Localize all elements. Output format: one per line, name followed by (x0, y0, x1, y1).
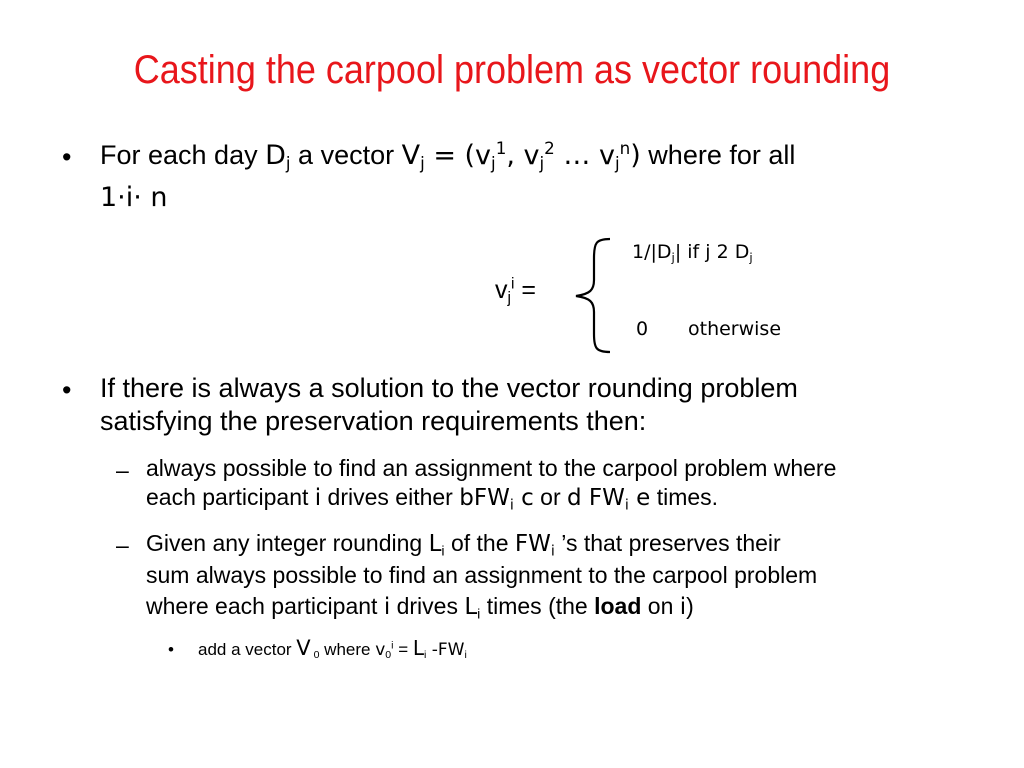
math-L: L (428, 531, 442, 557)
math-L: L (412, 636, 424, 660)
math-text: = (v (424, 140, 492, 171)
sub-sub-bullet-line (198, 636, 467, 660)
math-subscript-i: i (477, 606, 481, 623)
load-bold: load (594, 593, 642, 619)
math-FW: FW (514, 531, 551, 557)
text: drives (390, 593, 465, 619)
math-c: c (513, 485, 534, 511)
math-b: b (459, 485, 474, 511)
math-subscript-i: i (509, 497, 514, 514)
math-text: , v (506, 140, 540, 171)
math-FW: FW (581, 485, 625, 511)
case-2-value: 0 (636, 318, 649, 340)
sub-bullet-marker: – (116, 532, 129, 558)
sub-bullet-1-line-1: always possible to find an assignment to the carpool problem where (146, 455, 837, 481)
sub-sub-bullet-marker: • (168, 640, 174, 659)
text: = (393, 640, 413, 659)
math-subscript-j: j (285, 153, 291, 174)
case-1 (632, 241, 753, 263)
math-e: e (628, 485, 651, 511)
math-subscript-j: j (420, 153, 425, 174)
bullet-1-text: a vector (290, 140, 402, 170)
sub-bullet-2-line-2: sum always possible to find an assignment to the carpool problem (146, 562, 818, 588)
math-FW: FW (473, 485, 510, 511)
math-superscript-i: i (510, 275, 515, 293)
math-superscript-i: i (391, 639, 394, 652)
math-superscript-1: 1 (495, 137, 507, 158)
case-1-condition: | if j 2 D (674, 241, 750, 263)
equation-lhs (495, 276, 536, 305)
text: each participant (146, 484, 315, 510)
bullet-1-line-1 (100, 137, 796, 174)
math-subscript-i: i (441, 543, 445, 560)
text: times. (650, 484, 719, 510)
math-subscript-j: j (507, 289, 511, 307)
text: or (533, 484, 567, 510)
math-subscript-j: j (614, 153, 620, 174)
math-v: v (375, 640, 386, 660)
math-subscript-j: j (491, 153, 496, 174)
sub-bullet-marker: – (116, 457, 129, 483)
text: where each participant (146, 593, 384, 619)
bullet-1-text: For each day (100, 140, 266, 170)
sub-bullet-1-line-2 (146, 484, 719, 514)
math-L: L (464, 594, 478, 620)
math-subscript-i: i (464, 649, 467, 662)
math-floor-fw (459, 485, 534, 514)
math-superscript-2: 2 (544, 137, 555, 158)
math-text: … v (554, 140, 615, 171)
math-minus-FW: -FW (426, 640, 465, 660)
math-v: v (495, 276, 508, 304)
math-subscript-j: j (749, 250, 753, 265)
math-ceil-fw (567, 485, 651, 514)
sub-bullet-2-line-1 (146, 530, 781, 560)
bullet-1-text: where for all (640, 140, 796, 170)
math-D: D (265, 140, 286, 171)
math-subscript-i: i (624, 497, 629, 514)
math-subscript-j: j (539, 153, 545, 174)
math-V: V (296, 636, 311, 660)
math-subscript-j: j (671, 250, 675, 265)
math-vector-def (401, 137, 641, 174)
bullet-2-line-2: satisfying the preservation requirements then: (100, 406, 647, 436)
bullet-marker: • (62, 142, 72, 172)
bullet-2-line-1: If there is always a solution to the vector rounding problem (100, 373, 798, 403)
case-1-value: 1/|D (632, 241, 672, 263)
math-i: i (314, 485, 322, 511)
bullet-marker: • (62, 375, 72, 405)
text: times (the (480, 593, 595, 619)
math-i: i (679, 594, 687, 620)
slide-title: Casting the carpool problem as vector rounding (133, 48, 891, 92)
text: on (641, 593, 680, 619)
text: of the (444, 530, 515, 556)
math-d: d (567, 485, 582, 511)
sub-bullet-2-line-3 (146, 593, 694, 623)
math-superscript-n: n (619, 137, 631, 158)
bullet-1-line-2: 1·i· n (100, 182, 168, 213)
text: drives either (321, 484, 460, 510)
math-text: ) (630, 140, 641, 171)
math-equals: = (514, 276, 536, 304)
math-subscript-0: 0 (385, 649, 392, 662)
math-V: V (401, 140, 421, 171)
math-subscript-0: 0 (310, 649, 320, 662)
text: Given any integer rounding (146, 530, 429, 556)
curly-brace (572, 236, 616, 354)
text: ’s that preserves their (554, 530, 781, 556)
math-subscript-i: i (550, 543, 555, 560)
math-i: i (383, 594, 391, 620)
text: where (319, 640, 376, 659)
math-subscript-i: i (424, 649, 427, 662)
case-2-condition: otherwise (688, 318, 782, 340)
text: ) (686, 593, 694, 619)
text: add a vector (198, 640, 297, 659)
